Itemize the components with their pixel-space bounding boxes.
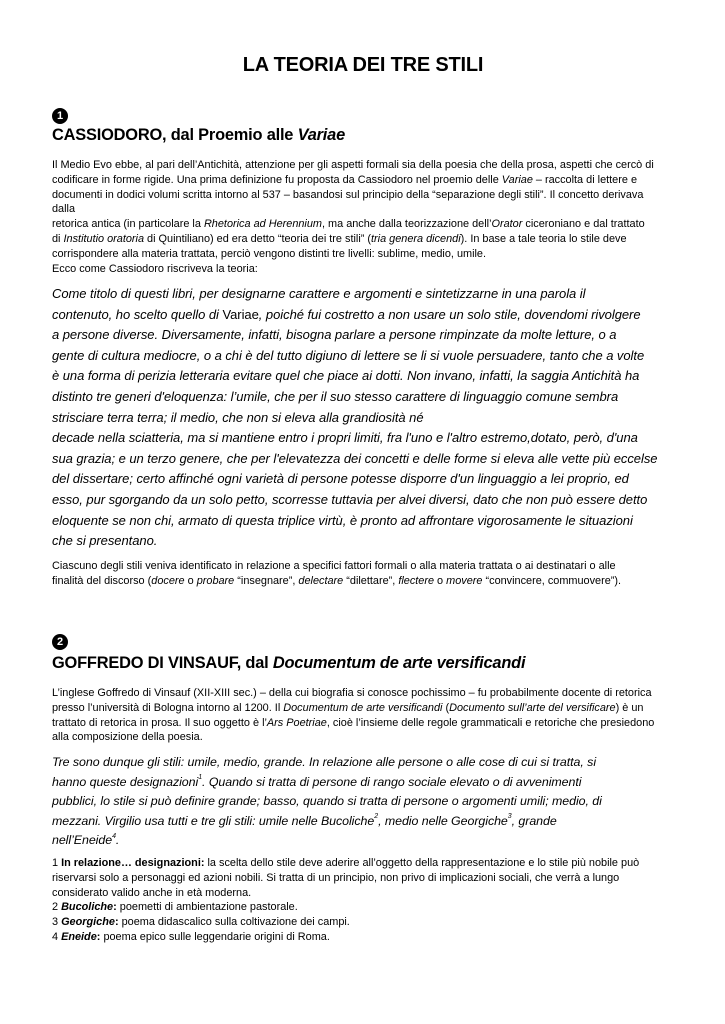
footnote-term: Eneide bbox=[61, 930, 97, 943]
section-1-quote-line: gente di cultura mediocre, o a chi è del tutto digiuno di lettere se li si vuole persuadere, tanto che a volte bbox=[52, 347, 645, 363]
section-1-intro-line: retorica antica (in particolare la Rhetorica ad Herennium, ma anche dalla teorizzazione dell’Orator ciceroniano e dal trattato bbox=[52, 218, 645, 231]
section-1-quote-line: esso, pur sgorgando da un solo petto, scorresse tuttavia per alvei diversi, dato che non può essere detto bbox=[52, 491, 648, 507]
section-1-intro-line: dalla bbox=[52, 203, 76, 216]
section-1-closing-line: finalità del discorso (docere o probare “insegnare”, delectare “dilettare”, flectere o movere “convincere, commuovere”). bbox=[52, 574, 622, 587]
section-1-quote-line: strisciare terra terra; il medio, che non si eleva alla grandiosità né bbox=[52, 409, 424, 425]
footnote-term: Bucoliche bbox=[61, 901, 114, 914]
section-2-quote-line: hanno queste designazioni$^1$. Quando si tratta di persone di rango sociale elevato o di avvenimenti bbox=[52, 774, 582, 789]
footnote-line: riservarsi solo a personaggi ed azioni nobili. Si tratta di un principio, non privo di implicazioni sociali, che verrà a lungo bbox=[52, 871, 620, 884]
section-1-author: CASSIODORO, dal Proemio alle bbox=[52, 126, 298, 144]
section-1-intro-line: Ecco come Cassiodoro riscriveva la teoria: bbox=[52, 262, 258, 275]
footnote-term: In relazione… designazioni: bbox=[61, 857, 205, 869]
section-2-quote bbox=[52, 753, 674, 851]
section-1-intro-line: codificare in forme rigide. Una prima definizione fu proposta da Cassiodoro nel proemio delle Variae – raccolta di lettere e bbox=[52, 173, 637, 186]
section-2-quote-line: nell’Eneide$^4$. bbox=[52, 832, 120, 847]
section-1-closing-line: Ciascuno degli stili veniva identificato in relazione a specifici fattori formali o alla materia trattata o ai destinatari o alle bbox=[52, 560, 616, 572]
section-1-quote-line: contenuto, ho scelto quello di Variae, poiché fui costretto a non usare un solo stile, dovendomi rivolgere bbox=[52, 306, 641, 322]
section-1-closing-paragraph bbox=[52, 559, 674, 589]
section-2-intro-line: alla composizione della poesia. bbox=[52, 731, 203, 744]
section-2-quote-line: mezzani. Virgilio usa tutti e tre gli stili: umile nelle Bucoliche$^2$, medio nelle Georgiche$^3$, grande bbox=[52, 813, 557, 828]
footnote-number: 2 bbox=[52, 901, 59, 914]
footnote-line: 1 In relazione… designazioni: la scelta dello stile deve aderire all’oggetto della rappresentazione e lo stile più nobile può bbox=[52, 857, 640, 869]
section-1-quote-line: decade nella sciatteria, ma si mantiene entro i propri limiti, fra l'uno e l'altro estremo,dotato, però, d'una bbox=[52, 430, 638, 446]
section-2-quote-line: Tre sono dunque gli stili: umile, medio, grande. In relazione alle persone o alle cose di cui si tratta, si bbox=[52, 755, 597, 769]
section-1-quote bbox=[52, 284, 674, 552]
footnote-line: 4 Eneide: poema epico sulle leggendarie origini di Roma. bbox=[52, 930, 330, 943]
section-1-quote-line: distinto tre generi d'eloquenza: l’umile, che per il suo stesso carattere di linguaggio comune sembra bbox=[52, 388, 619, 404]
section-2-author: GOFFREDO DI VINSAUF, dal bbox=[52, 654, 273, 672]
section-1-quote-line: a persone diverse. Diversamente, infatti, bisogna parlare a persone rimpinzate da molte letture, o a bbox=[52, 327, 617, 343]
section-2-intro-line: presso l’università di Bologna intorno al 1200. Il Documentum de arte versificandi (Documento sull’arte del versificare) è un bbox=[52, 701, 644, 714]
section-2-number-badge: 2 bbox=[52, 634, 68, 650]
section-1-work-title: Variae bbox=[297, 126, 345, 144]
section-1-intro-paragraph bbox=[52, 158, 674, 276]
section-2-work-title: Documentum de arte versificandi bbox=[272, 654, 526, 672]
section-1-quote-line: sua grazia; e un terzo genere, che per l'elevatezza dei concetti e delle forme si eleva alle vette più eccelse bbox=[52, 450, 658, 466]
section-1-quote-line: eloquente se non chi, armato di questa triplice virtù, è pronto ad affrontare vigorosamente le situazioni bbox=[52, 512, 633, 528]
footnote-number: 4 bbox=[52, 930, 59, 943]
section-2-heading bbox=[52, 654, 692, 673]
section-1-intro-line: Il Medio Evo ebbe, al pari dell’Antichità, attenzione per gli aspetti formali sia della poesia che della prosa, aspetti che cercò di bbox=[52, 159, 654, 171]
section-1-intro-line: documenti in dodici volumi scritta intorno al 537 – basandosi sul principio della “separazione degli stili”. Il concetto derivava bbox=[52, 188, 644, 201]
section-1-intro-line: di Institutio oratoria di Quintiliano) ed era detto “teoria dei tre stili” (tria genera dicendi). In base a tale teoria lo stile deve bbox=[52, 232, 627, 245]
section-1-quote-line: del dissertare; certo affinché ogni varietà di persone potesse disporre d'un linguaggio a lei proprio, ed bbox=[52, 471, 629, 487]
footnote-number: 3 bbox=[52, 916, 59, 929]
section-1-quote-line: Come titolo di questi libri, per designarne carattere e argomenti e sintetizzarne in una parola il bbox=[52, 286, 586, 301]
footnote-line: considerato valido anche in età moderna. bbox=[52, 886, 252, 899]
section-1-heading bbox=[52, 126, 692, 145]
footnote-term: Georgiche bbox=[61, 916, 115, 929]
section-2-footnotes bbox=[52, 856, 674, 945]
footnote-line: 3 Georgiche: poema didascalico sulla coltivazione dei campi. bbox=[52, 916, 350, 929]
section-1-quote-line: è una forma di perizia letteraria evitare quel che piace ai dotti. Non invano, infatti, la saggia Antichità ha bbox=[52, 368, 640, 384]
section-2-intro-line: trattato di retorica in prosa. Il suo oggetto è l’Ars Poetriae, cioè l’insieme delle regole grammaticali e retoriche che presiedono bbox=[52, 716, 655, 729]
section-1-quote-line: che si presentano. bbox=[52, 533, 158, 549]
document-title: LA TEORIA DEI TRE STILI bbox=[242, 54, 484, 76]
section-2-intro-line: L’inglese Goffredo di Vinsauf (XII-XIII sec.) – della cui biografia si conosce pochissimo – fu probabilmente docente di retorica bbox=[52, 687, 652, 699]
footnote-number: 1 bbox=[52, 857, 59, 869]
section-1-number-badge: 1 bbox=[52, 108, 68, 124]
section-2-intro-paragraph bbox=[52, 686, 674, 745]
section-1-intro-line: corrispondere alla materia trattata, perciò vengono distinti tre livelli: sublime, medio, umile. bbox=[52, 247, 487, 260]
footnote-line: 2 Bucoliche: poemetti di ambientazione pastorale. bbox=[52, 901, 298, 914]
section-2-quote-line: pubblici, lo stile si può definire grande; basso, quando si tratta di persone o argomenti umili; medio, di bbox=[52, 794, 602, 808]
